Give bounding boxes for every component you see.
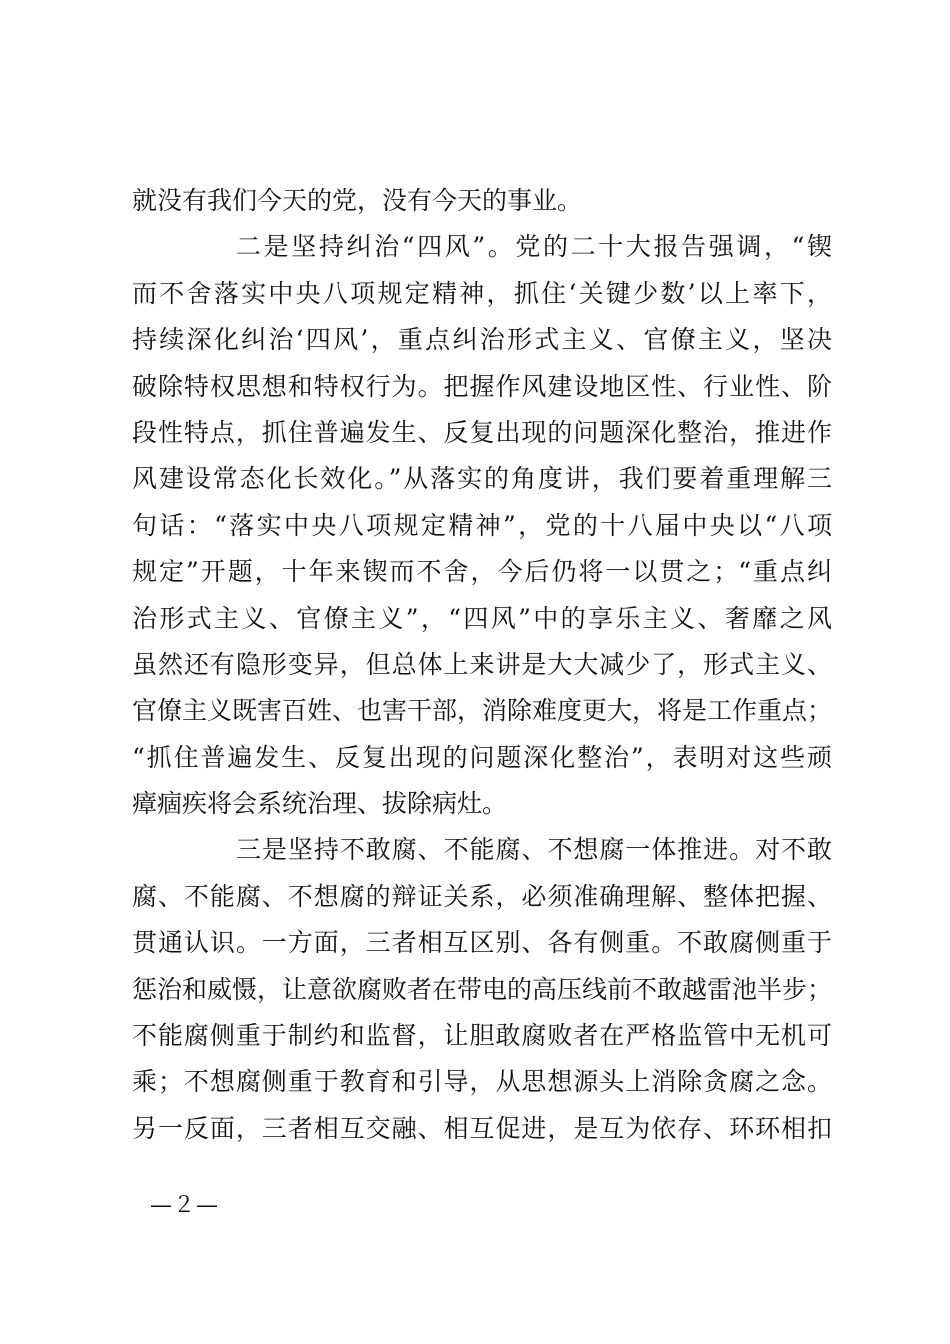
text-line: 贯通认识。一方面，三者相互区别、各有侧重。不敢腐侧重于 (132, 928, 832, 958)
text-line: 持续深化纠治‘四风’，重点纠治形式主义、官僚主义，坚决 (132, 325, 832, 355)
paragraph-start-line: 三是坚持不敢腐、不能腐、不想腐一体推进。对不敢 (236, 835, 832, 865)
text-line: 瘴痼疾将会系统治理、拔除病灶。 (132, 789, 508, 819)
text-line: 官僚主义既害百姓、也害干部，消除难度更大，将是工作重点； (132, 696, 833, 726)
text-line: 惩治和威慑，让意欲腐败者在带电的高压线前不敢越雷池半步； (132, 974, 833, 1004)
text-line: 句话：“落实中央八项规定精神”，党的十八届中央以“八项 (132, 510, 832, 540)
document-body (132, 178, 832, 1152)
text-line: 乘；不想腐侧重于教育和引导，从思想源头上消除贪腐之念。 (132, 1067, 832, 1097)
text-line: 虽然还有隐形变异，但总体上来讲是大大减少了，形式主义、 (132, 649, 832, 679)
page-number: —２— (150, 1193, 220, 1218)
text-line: 风建设常态化长效化。”从落实的角度讲，我们要着重理解三 (132, 464, 832, 494)
text-line: 另一反面，三者相互交融、相互促进，是互为依存、环环相扣 (132, 1113, 832, 1143)
text-line: 治形式主义、官僚主义”，“四风”中的享乐主义、奢靡之风 (132, 603, 832, 633)
text-line: 而不舍落实中央八项规定精神，抓住‘关键少数’以上率下， (132, 278, 832, 308)
text-line: 就没有我们今天的党，没有今天的事业。 (132, 186, 583, 215)
text-line: 段性特点，抓住普遍发生、反复出现的问题深化整治，推进作 (132, 417, 832, 447)
text-line: 不能腐侧重于制约和监督，让胆敢腐败者在严格监管中无机可 (132, 1021, 832, 1051)
text-line: “抓住普遍发生、反复出现的问题深化整治”，表明对这些顽 (132, 742, 832, 772)
paragraph-start-line: 二是坚持纠治“四风”。党的二十大报告强调，“锲 (236, 232, 832, 262)
text-line: 破除特权思想和特权行为。把握作风建设地区性、行业性、阶 (132, 371, 832, 401)
text-line: 规定”开题，十年来锲而不舍，今后仍将一以贯之；“重点纠 (132, 557, 832, 587)
text-line: 腐、不能腐、不想腐的辩证关系，必须准确理解、整体把握、 (132, 881, 832, 911)
